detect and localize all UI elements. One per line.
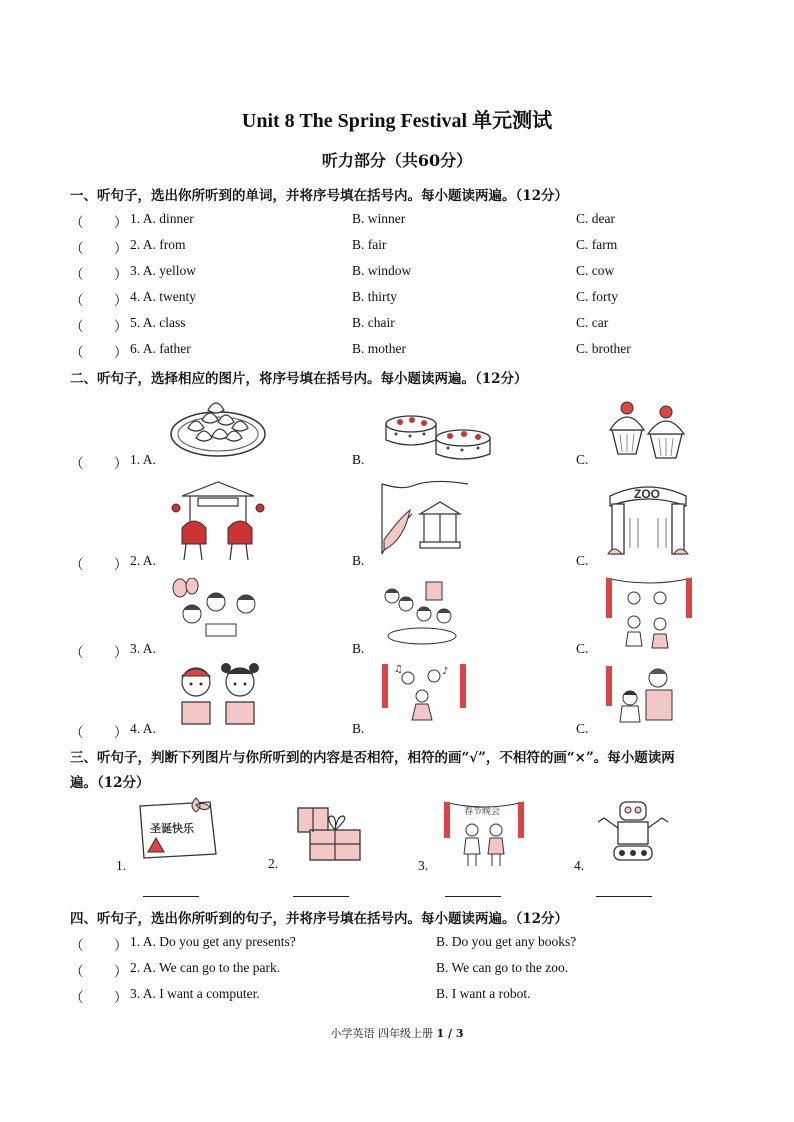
- option-a: 3. A. I want a computer.: [130, 986, 260, 1001]
- answer-blank[interactable]: [596, 895, 652, 897]
- s2-row: （ ） 2. A. B. C.: [70, 553, 589, 572]
- option-a: 4. A. twenty: [130, 289, 196, 304]
- page-footer: [0, 1025, 794, 1041]
- option-b: B. Do you get any books?: [436, 934, 577, 949]
- option-b: B. I want a robot.: [436, 986, 531, 1001]
- option-b: B.: [352, 641, 365, 656]
- s1-row: （ ） 2. A. from B. fair C. farm: [70, 237, 618, 256]
- section1-heading: 一、听句子，选出你所听到的单词，并将序号填在括号内。每小题读两遍。（12分）: [70, 188, 569, 204]
- option-a: 1. A.: [130, 452, 156, 467]
- card-text: 圣诞快乐: [150, 822, 194, 835]
- greeting-children-icon: [172, 662, 264, 726]
- s1-row: （ ） 1. A. dinner B. winner C. dear: [70, 211, 615, 230]
- option-a: 1. A. dinner: [130, 211, 194, 226]
- option-a: 1. A. Do you get any presents?: [130, 934, 296, 949]
- option-a: 3. A. yellow: [130, 263, 196, 278]
- s3-item-number: 4.: [574, 858, 585, 873]
- option-b: B.: [352, 553, 365, 568]
- park-pavilion-icon: [380, 480, 470, 562]
- answer-paren[interactable]: （: [70, 319, 84, 334]
- option-b: B. mother: [352, 341, 406, 356]
- answer-paren[interactable]: （: [70, 645, 84, 660]
- section3-heading-cont: 遍。（12分）: [70, 775, 150, 791]
- section-subtitle: 听力部分（共60分）: [321, 151, 473, 170]
- section4-heading: 四、听句子，选出你所听到的句子，并将序号填在括号内。每小题读两遍。（12分）: [70, 911, 569, 927]
- christmas-card-icon: [136, 796, 220, 862]
- s4-row: （ ） 1. A. Do you get any presents? B. Do you get any books?: [70, 934, 577, 953]
- answer-paren[interactable]: （: [70, 964, 84, 979]
- option-c: C. car: [576, 315, 609, 330]
- grandma-girl-icon: [604, 664, 688, 726]
- option-a: 5. A. class: [130, 315, 186, 330]
- family-dinner-icon: [380, 580, 466, 646]
- s1-row: （ ） 4. A. twenty B. thirty C. forty: [70, 289, 618, 308]
- show-text: 春节晚会: [464, 807, 501, 817]
- answer-paren[interactable]: （: [70, 557, 84, 572]
- option-c: C.: [576, 721, 589, 736]
- page-number: 1 / 3: [436, 1027, 464, 1040]
- answer-paren[interactable]: （: [70, 267, 84, 282]
- s4-row: （ ） 2. A. We can go to the park. B. We can go to the zoo.: [70, 960, 569, 979]
- answer-blank[interactable]: [293, 895, 349, 897]
- birthday-party-icon: [170, 578, 266, 642]
- dumplings-plate-icon: [168, 398, 268, 460]
- s4-row: （ ） 3. A. I want a computer. B. I want a robot.: [70, 986, 531, 1005]
- option-b: B.: [352, 721, 365, 736]
- answer-paren[interactable]: （: [70, 215, 84, 230]
- option-a: 6. A. father: [130, 341, 191, 356]
- option-b: B.: [352, 452, 365, 467]
- option-b: B. We can go to the zoo.: [436, 960, 569, 975]
- stage-show-icon: [442, 800, 526, 870]
- section2-heading: 二、听句子，选择相应的图片，将序号填在括号内。每小题读两遍。（12分）: [70, 371, 528, 387]
- option-c: C. cow: [576, 263, 615, 278]
- option-b: B. winner: [352, 211, 406, 226]
- dancing-show-icon: [380, 662, 468, 724]
- svg-text:ZOO: ZOO: [634, 487, 660, 501]
- answer-paren[interactable]: （: [70, 293, 84, 308]
- s1-row: （ ） 5. A. class B. chair C. car: [70, 315, 609, 334]
- option-c: C. farm: [576, 237, 618, 252]
- s2-row: （ ） 3. A. B. C.: [70, 641, 589, 660]
- option-c: C.: [576, 641, 589, 656]
- footer-text: 小学英语 四年级上册: [330, 1027, 437, 1040]
- option-b: B. chair: [352, 315, 395, 330]
- option-a: 2. A.: [130, 553, 156, 568]
- s3-item-number: 1.: [116, 858, 127, 873]
- answer-paren[interactable]: （: [70, 725, 84, 740]
- option-b: B. window: [352, 263, 412, 278]
- option-b: B. thirty: [352, 289, 398, 304]
- answer-paren[interactable]: （: [70, 456, 84, 471]
- answer-paren[interactable]: （: [70, 938, 84, 953]
- option-c: C.: [576, 553, 589, 568]
- zoo-gate-icon: [604, 478, 692, 562]
- s3-item-number: 3.: [418, 858, 429, 873]
- option-c: C. brother: [576, 341, 631, 356]
- s2-row: （ ） 4. A. B. C.: [70, 721, 589, 740]
- svg-text:♪: ♪: [442, 666, 449, 677]
- answer-paren[interactable]: （: [70, 241, 84, 256]
- option-c: C.: [576, 452, 589, 467]
- option-c: C. dear: [576, 211, 615, 226]
- s1-row: （ ） 6. A. father B. mother C. brother: [70, 341, 631, 360]
- answer-blank[interactable]: [143, 895, 199, 897]
- lion-dance-icon: [168, 478, 268, 562]
- answer-paren[interactable]: （: [70, 990, 84, 1005]
- option-a: 2. A. from: [130, 237, 186, 252]
- option-a: 2. A. We can go to the park.: [130, 960, 281, 975]
- page-title: Unit 8 The Spring Festival 单元测试: [241, 110, 553, 132]
- answer-blank[interactable]: [445, 895, 501, 897]
- svg-text:♫: ♫: [394, 664, 403, 675]
- option-c: C. forty: [576, 289, 618, 304]
- party-show-icon: [604, 576, 694, 650]
- option-b: B. fair: [352, 237, 387, 252]
- s3-item-number: 2.: [268, 856, 279, 871]
- section3-heading: 三、听句子，判断下列图片与你所听到的内容是否相符，相符的画“√”，不相符的画“×”。每小题读两: [70, 750, 675, 766]
- option-a: 3. A.: [130, 641, 156, 656]
- option-a: 4. A.: [130, 721, 156, 736]
- gift-boxes-icon: [294, 800, 368, 864]
- s2-row: （ ） 1. A. B. C.: [70, 452, 589, 471]
- answer-paren[interactable]: （: [70, 345, 84, 360]
- s1-row: （ ） 3. A. yellow B. window C. cow: [70, 263, 615, 282]
- robot-icon: [596, 796, 670, 866]
